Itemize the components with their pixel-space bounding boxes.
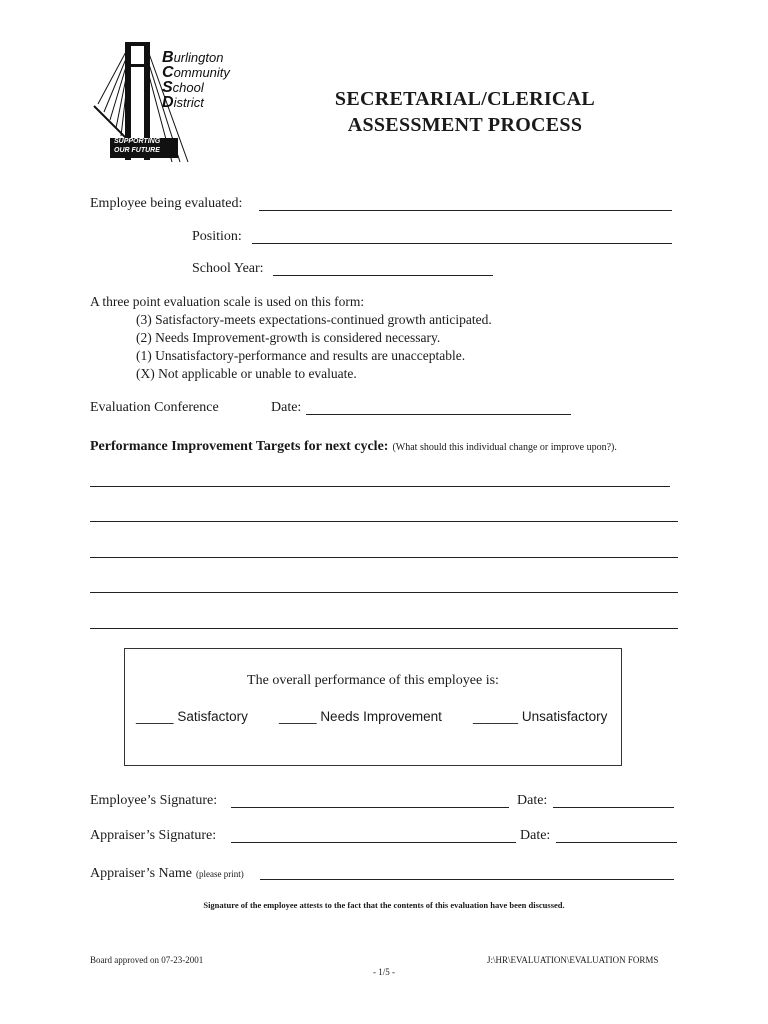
appraiser-date-field[interactable] <box>556 842 677 843</box>
employee-date-label: Date: <box>517 793 548 808</box>
employee-name-field[interactable] <box>259 210 672 211</box>
scale-item: (1) Unsatisfactory-performance and results are unacceptable. <box>136 348 466 363</box>
appraiser-name-note: (please print) <box>196 869 244 879</box>
employee-signature-field[interactable] <box>231 807 509 808</box>
targets-heading: Performance Improvement Targets for next cycle: <box>90 439 389 454</box>
conference-date-label: Date: <box>271 400 302 415</box>
overall-performance-box <box>124 648 622 766</box>
targets-heading-row <box>90 437 617 455</box>
employee-signature-label: Employee’s Signature: <box>90 793 218 808</box>
option-unsatisfactory[interactable]: ______ Unsatisfactory <box>473 709 608 724</box>
appraiser-name-label-row <box>90 864 244 882</box>
conference-date-field[interactable] <box>306 414 571 415</box>
target-line-2[interactable] <box>90 521 678 522</box>
conference-label: Evaluation Conference <box>90 400 219 415</box>
appraiser-name-field[interactable] <box>260 879 674 880</box>
appraiser-signature-label: Appraiser’s Signature: <box>90 828 217 843</box>
page-title: SECRETARIAL/CLERICAL ASSESSMENT PROCESS <box>334 88 596 136</box>
target-line-5[interactable] <box>90 628 678 629</box>
scale-intro: A three point evaluation scale is used on this form: <box>90 294 365 309</box>
overall-heading: The overall performance of this employee is: <box>247 673 499 688</box>
appraiser-signature-field[interactable] <box>231 842 516 843</box>
school-year-label: School Year: <box>192 261 264 276</box>
scale-item: (3) Satisfactory-meets expectations-continued growth anticipated. <box>136 312 492 327</box>
appraiser-date-label: Date: <box>520 828 551 843</box>
page-number: - 1/5 - <box>373 967 395 977</box>
target-line-4[interactable] <box>90 592 678 593</box>
employee-date-field[interactable] <box>553 807 674 808</box>
appraiser-name-label: Appraiser’s Name <box>90 866 192 881</box>
logo-slogan: SUPPORTING OUR FUTURE <box>114 138 161 154</box>
attest-note: Signature of the employee attests to the fact that the contents of this evaluation have been discussed. <box>203 900 565 910</box>
option-needs-improvement[interactable]: _____ Needs Improvement <box>279 709 442 724</box>
scale-item: (X) Not applicable or unable to evaluate. <box>136 366 357 381</box>
footer-path: J:\HR\EVALUATION\EVALUATION FORMS <box>487 955 659 965</box>
logo-wordmark: Burlington Community School District <box>162 49 230 111</box>
position-label: Position: <box>192 229 242 244</box>
targets-note: (What should this individual change or improve upon?). <box>392 442 617 453</box>
footer-approval: Board approved on 07-23-2001 <box>90 955 204 965</box>
option-satisfactory[interactable]: _____ Satisfactory <box>136 709 248 724</box>
district-logo <box>92 34 232 166</box>
target-line-3[interactable] <box>90 557 678 558</box>
target-line-1[interactable] <box>90 486 670 487</box>
employee-label: Employee being evaluated: <box>90 196 243 211</box>
position-field[interactable] <box>252 243 672 244</box>
school-year-field[interactable] <box>273 275 493 276</box>
scale-item: (2) Needs Improvement-growth is considered necessary. <box>136 330 441 345</box>
